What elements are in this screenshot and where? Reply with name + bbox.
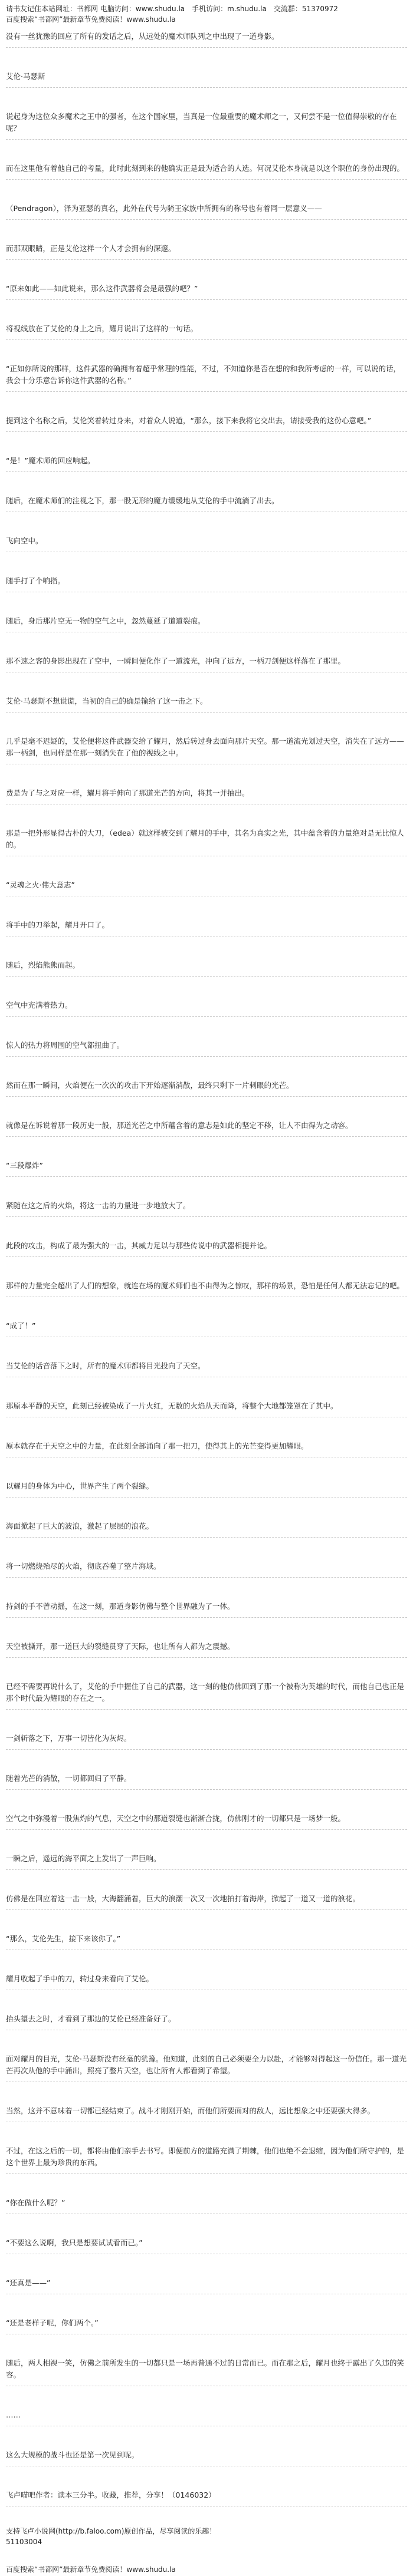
paragraph: “成了！” bbox=[6, 1317, 407, 1337]
paragraph: 提到这个名称之后，艾伦笑着转过身来，对着众人说道，“那么，接下来我将它交出去，请接受我的这份心意吧。” bbox=[6, 411, 407, 432]
paragraph: 艾伦·马瑟斯 bbox=[6, 67, 407, 88]
site-notice: 请书友记住本站网址：书都网 电脑访问：www.shudu.la 手机访问：m.shudu.la 交流群：51370972 bbox=[6, 5, 338, 13]
paragraph: 不过，在这之后的一切，都将由他们亲手去书写。即便前方的道路充满了荆棘，他们也绝不会退缩，因为他们所守护的，是这个世界上最为珍贵的东西。 bbox=[6, 2142, 407, 2174]
paragraph: 那是一把外形显得古朴的大刀，（edea）就这样被交到了耀月的手中，其名为真实之光，其中蕴含着的力量绝对是无比惊人的。 bbox=[6, 824, 407, 856]
paragraph: 空气中充满着热力。 bbox=[6, 996, 407, 1017]
paragraph: 随后，在魔术师们的注视之下，那一股无形的魔力缓缓地从艾伦的手中流淌了出去。 bbox=[6, 492, 407, 512]
paragraph: （Pendragon），泽为亚瑟的真名，此外在代号为骑王家族中所拥有的称号也有着同一层意义—— bbox=[6, 199, 407, 220]
footer-support-line bbox=[6, 2526, 407, 2537]
paragraph: 空气之中弥漫着一股焦灼的气息，天空之中的那道裂缝也渐渐合拢，仿佛刚才的一切都只是一场梦一般。 bbox=[6, 1809, 407, 1830]
paragraph: 而那双眼睛，正是艾伦这样一个人才会拥有的深邃。 bbox=[6, 239, 407, 260]
paragraph: 随着光芒的消散，一切都回归了平静。 bbox=[6, 1769, 407, 1790]
paragraph: 面对耀月的目光，艾伦·马瑟斯没有丝毫的犹豫。他知道，此刻的自己必须要全力以赴，才能够对得起这一份信任。那一道光芒再次从他的手中涌出，照亮了整片天空，也让所有人都看到了希望。 bbox=[6, 2050, 407, 2082]
support-link[interactable]: 支持飞卢小说网(http://b.faloo.com)原创作品，尽享阅读的乐趣！ bbox=[6, 2527, 217, 2535]
paragraph: 艾伦·马瑟斯不想说谎，当初的自己的确是输给了这一击之下。 bbox=[6, 692, 407, 713]
paragraph: “正如你所说的那样，这件武器的确拥有着超乎常理的性能，不过，不知道你是否在想的和我所考虑的一样，可以说的话，我会十分乐意告诉你这件武器的名称。” bbox=[6, 359, 407, 392]
paragraph: “灵魂之火·伟大意志” bbox=[6, 876, 407, 896]
paragraph: “还是老样子呢，你们两个。” bbox=[6, 2314, 407, 2334]
paragraph: “那么，艾伦先生，接下来该你了。” bbox=[6, 1929, 407, 1950]
paragraph: 以耀月的身体为中心，世界产生了两个裂缝。 bbox=[6, 1477, 407, 1498]
paragraph: 耀月收起了手中的刀，转过身来看向了艾伦。 bbox=[6, 1970, 407, 1990]
chapter-content bbox=[6, 27, 407, 2506]
paragraph: 将手中的刀举起，耀月开口了。 bbox=[6, 916, 407, 936]
paragraph: 飞卢喵吧作者：读本三分半。收藏，推荐，分享！（0146032） bbox=[6, 2486, 407, 2506]
paragraph: 已经不需要再说什么了，艾伦的手中握住了自己的武器，这一刻的他仿佛回到了那一个被称为英雄的时代，而他自己也正是那个时代最为耀眼的存在之一。 bbox=[6, 1677, 407, 1710]
paragraph: 将一切燃烧殆尽的火焰，彻底吞噬了整片海域。 bbox=[6, 1557, 407, 1578]
paragraph: 没有一丝犹豫的回应了所有的发话之后，从远处的魔术师队列之中出现了一道身影。 bbox=[6, 27, 407, 48]
paragraph: 随后，两人相视一笑，仿佛之前所发生的一切都只是一场再普通不过的日常而已。而在那之后，耀月也终于露出了久违的笑容。 bbox=[6, 2354, 407, 2386]
paragraph: 持剑的手不曾动摇，在这一刻，那道身影仿佛与整个世界融为了一体。 bbox=[6, 1597, 407, 1618]
paragraph: “是！”魔术师的回应响起。 bbox=[6, 451, 407, 472]
paragraph: 几乎是毫不迟疑的，艾伦便将这件武器交给了耀月，然后转过身去面向那片天空。那一道流光划过天空，消失在了远方——那一柄剑，也同样是在那一刻消失在了他的视线之中。 bbox=[6, 732, 407, 764]
paragraph: 海面掀起了巨大的波浪，激起了层层的浪花。 bbox=[6, 1517, 407, 1538]
paragraph: 随后，烈焰熊熊而起。 bbox=[6, 956, 407, 977]
paragraph: 一剑斩落之下，万事一切皆化为灰烬。 bbox=[6, 1729, 407, 1750]
search-banner: 百度搜索“书都网”最新章节免费阅读！www.shudu.la bbox=[6, 15, 176, 24]
paragraph: 飞向空中。 bbox=[6, 532, 407, 552]
paragraph: 当然，这并不意味着一切都已经结束了。战斗才刚刚开始，而他们所要面对的敌人，远比想象之中还要强大得多。 bbox=[6, 2102, 407, 2122]
paragraph: 天空被撕开，那一道巨大的裂缝贯穿了天际，也让所有人都为之震撼。 bbox=[6, 1637, 407, 1658]
paragraph: 那原本平静的天空，此刻已经被染成了一片火红，无数的火焰从天而降，将整个大地都笼罩在了其中。 bbox=[6, 1397, 407, 1417]
paragraph: 随后，身后那片空无一物的空气之中，忽然蔓延了道道裂痕。 bbox=[6, 612, 407, 632]
paragraph: 一瞬之后，遥远的海平面之上发出了一声巨响。 bbox=[6, 1849, 407, 1870]
paragraph: 就像是在诉说着那一段历史一般，那道光芒之中所蕴含着的意志是如此的坚定不移，让人不由得为之动容。 bbox=[6, 1116, 407, 1137]
paragraph: 惊人的热力将周围的空气都扭曲了。 bbox=[6, 1036, 407, 1057]
paragraph: 而在这里他有着他自己的考量，此时此刻到来的他确实正是最为适合的人选。何况艾伦本身就是以这个职位的身份出现的。 bbox=[6, 159, 407, 180]
footer-id-line: 51103004 bbox=[6, 2538, 42, 2546]
paragraph: 那样的力量完全超出了人们的想象，就连在场的魔术师们也不由得为之惊叹，那样的场景，恐怕是任何人都无法忘记的吧。 bbox=[6, 1277, 407, 1297]
paragraph: 那不速之客的身影出现在了空中，一瞬间便化作了一道流光，冲向了远方，一柄刀剑便这样落在了那里。 bbox=[6, 652, 407, 672]
paragraph: 紧随在这之后的火焰，将这一击的力量进一步地放大了。 bbox=[6, 1196, 407, 1217]
bottom-search-banner: 百度搜索“书都网”最新章节免费阅读！www.shudu.la bbox=[6, 2565, 176, 2574]
paragraph: 抬头望去之时，才看到了那边的艾伦已经准备好了。 bbox=[6, 2010, 407, 2030]
paragraph: 当艾伦的话音落下之时，所有的魔术师都将目光投向了天空。 bbox=[6, 1357, 407, 1377]
paragraph: …… bbox=[6, 2406, 407, 2426]
paragraph: 将视线放在了艾伦的身上之后，耀月说出了这样的一句话。 bbox=[6, 319, 407, 340]
paragraph: 此段的攻击，构成了最为强大的一击，其威力足以与那些传说中的武器相提并论。 bbox=[6, 1236, 407, 1257]
paragraph: “三段爆炸” bbox=[6, 1156, 407, 1177]
paragraph: 说起身为这位众多魔术之王中的强者，在这个国家里，当真是一位最重要的魔术师之一，又何尝不是一位值得崇敬的存在呢？ bbox=[6, 107, 407, 140]
paragraph: 仿佛是在回应着这一击一般，大海翻涌着，巨大的浪潮一次又一次地拍打着海岸，掀起了一道又一道的浪花。 bbox=[6, 1889, 407, 1910]
paragraph: “还真是——” bbox=[6, 2274, 407, 2294]
paragraph: 然而在那一瞬间，火焰便在一次次的攻击下开始逐渐消散，最终只剩下一片刺眼的光芒。 bbox=[6, 1076, 407, 1097]
paragraph: “你在做什么呢？” bbox=[6, 2194, 407, 2214]
paragraph: 费是为了与之对应一样，耀月将手伸向了那道光芒的方向，将其一并抽出。 bbox=[6, 784, 407, 804]
paragraph: 这么大规模的战斗也还是第一次见到呢。 bbox=[6, 2446, 407, 2466]
paragraph: “原来如此——如此说来，那么这件武器将会是最强的吧？” bbox=[6, 279, 407, 300]
paragraph: 随手打了个响指。 bbox=[6, 572, 407, 592]
paragraph: 原本就存在于天空之中的力量，在此刻全部涌向了那一把刀，使得其上的光芒变得更加耀眼。 bbox=[6, 1437, 407, 1457]
paragraph: “不要这么说啊，我只是想要试试看而已。” bbox=[6, 2234, 407, 2254]
